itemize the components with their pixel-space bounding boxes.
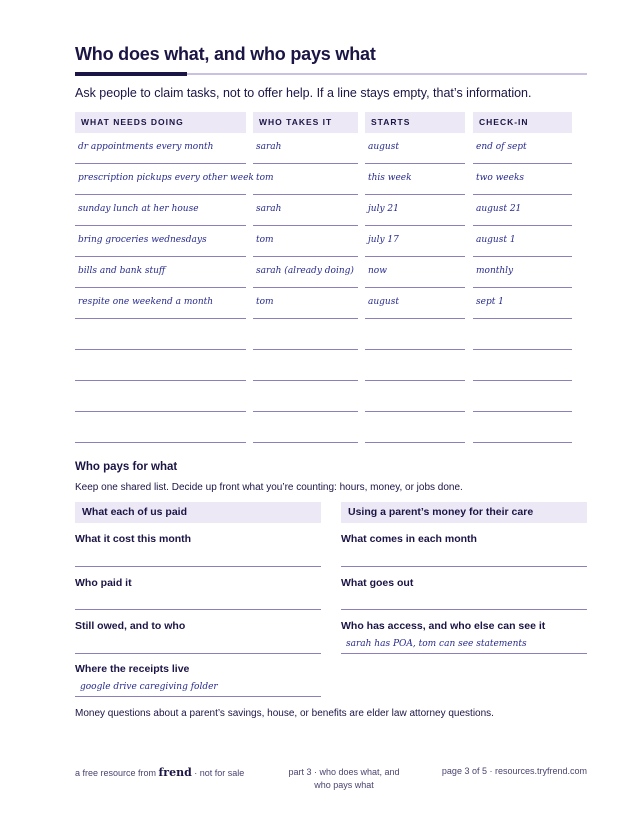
table-cell[interactable] [473, 133, 572, 164]
cell-text: sept 1 [476, 297, 504, 307]
table-cell[interactable] [253, 381, 358, 412]
table-cell[interactable] [253, 164, 358, 195]
section-subtitle: Keep one shared list. Decide up front what you’re counting: hours, money, or jobs done. [75, 482, 463, 493]
cell-text: this week [368, 173, 412, 183]
field-line [75, 653, 321, 654]
table-cell[interactable] [253, 195, 358, 226]
table-cell[interactable] [75, 133, 246, 164]
footer-center [270, 766, 418, 792]
table-cell[interactable] [473, 350, 572, 381]
field-line [341, 566, 587, 567]
field-value: sarah has POA, tom can see statements [346, 639, 527, 649]
cell-text: sunday lunch at her house [78, 204, 199, 214]
column-check-in [473, 112, 572, 443]
table-cell[interactable] [253, 257, 358, 288]
table-cell[interactable] [253, 133, 358, 164]
table-cell[interactable] [365, 164, 465, 195]
table-cell[interactable] [473, 226, 572, 257]
field-goes-out[interactable] [341, 577, 587, 589]
field-who-paid[interactable] [75, 577, 321, 589]
footer-left [75, 766, 244, 779]
table-cell[interactable] [365, 195, 465, 226]
table-cell[interactable] [473, 319, 572, 350]
footer-right: page 3 of 5 · resources.tryfrend.com [441, 766, 587, 776]
field-value: google drive caregiving folder [80, 682, 218, 692]
table-cell[interactable] [365, 381, 465, 412]
table-cell[interactable] [365, 412, 465, 443]
column-header: STARTS [365, 112, 465, 133]
table-cell[interactable] [75, 164, 254, 195]
cell-text: tom [256, 173, 274, 183]
footer-center-line2: who pays what [314, 780, 374, 790]
field-label: Who paid it [75, 577, 132, 589]
legal-note: Money questions about a parent’s savings, house, or benefits are elder law attorney questions. [75, 708, 494, 719]
left-band: What each of us paid [75, 502, 321, 523]
table-cell[interactable] [253, 226, 358, 257]
page [75, 0, 587, 828]
right-band: Using a parent’s money for their care [341, 502, 587, 523]
cell-text: two weeks [476, 173, 525, 183]
table-cell[interactable] [365, 257, 465, 288]
column-header: CHECK-IN [473, 112, 572, 133]
cell-text: sarah (already doing) [256, 266, 354, 276]
table-cell[interactable] [473, 412, 572, 443]
column-header: WHO TAKES IT [253, 112, 358, 133]
page-title: Who does what, and who pays what [75, 44, 376, 64]
table-cell[interactable] [75, 288, 246, 319]
table-cell[interactable] [75, 381, 246, 412]
title-rule-accent [75, 72, 187, 76]
field-label: Who has access, and who else can see it [341, 620, 546, 632]
cell-text: monthly [476, 266, 514, 276]
table-cell[interactable] [75, 350, 246, 381]
cell-text: now [368, 266, 387, 276]
field-line [341, 653, 587, 654]
table-cell[interactable] [473, 381, 572, 412]
field-cost-this-month[interactable] [75, 533, 321, 545]
cell-text: respite one weekend a month [78, 297, 214, 307]
table-cell[interactable] [253, 412, 358, 443]
cell-text: august 1 [476, 235, 516, 245]
field-label: Where the receipts live [75, 663, 190, 675]
table-cell[interactable] [253, 288, 358, 319]
field-line [75, 566, 321, 567]
intro-text: Ask people to claim tasks, not to offer help. If a line stays empty, that’s information. [75, 86, 532, 100]
cell-text: prescription pickups every other week [78, 173, 254, 183]
table-cell[interactable] [75, 412, 246, 443]
column-starts [365, 112, 465, 443]
cell-text: bring groceries wednesdays [78, 235, 207, 245]
cell-text: sarah [256, 142, 282, 152]
column-header: WHAT NEEDS DOING [75, 112, 246, 133]
table-cell[interactable] [253, 350, 358, 381]
cell-text: july 17 [368, 235, 399, 245]
cell-text: august 21 [476, 204, 522, 214]
field-label: What it cost this month [75, 533, 192, 545]
cell-text: sarah [256, 204, 282, 214]
footer-suffix: · not for sale [194, 768, 245, 778]
table-cell[interactable] [253, 319, 358, 350]
field-receipts[interactable] [75, 663, 321, 692]
footer-center-line1: part 3 · who does what, and [288, 767, 400, 777]
field-line [75, 696, 321, 697]
column-who-takes-it [253, 112, 358, 443]
cell-text: july 21 [368, 204, 399, 214]
table-cell[interactable] [365, 288, 465, 319]
cell-text: tom [256, 235, 274, 245]
field-comes-in[interactable] [341, 533, 587, 545]
table-cell[interactable] [473, 288, 572, 319]
cell-text: end of sept [476, 142, 527, 152]
cell-text: tom [256, 297, 274, 307]
cell-text: dr appointments every month [78, 142, 214, 152]
field-still-owed[interactable] [75, 620, 321, 632]
footer-prefix: a free resource from [75, 768, 157, 778]
cell-text: august [368, 297, 399, 307]
table-cell[interactable] [365, 133, 465, 164]
cell-text: august [368, 142, 399, 152]
table-cell[interactable] [365, 226, 465, 257]
cell-text: bills and bank stuff [78, 266, 166, 276]
table-cell[interactable] [473, 164, 572, 195]
table-cell[interactable] [365, 319, 465, 350]
table-cell[interactable] [473, 195, 572, 226]
field-label: What goes out [341, 577, 414, 589]
table-cell[interactable] [75, 319, 246, 350]
field-line [341, 609, 587, 610]
field-line [75, 609, 321, 610]
table-cell[interactable] [473, 257, 572, 288]
brand-logo: frend [158, 766, 192, 779]
field-label: Still owed, and to who [75, 620, 186, 632]
table-cell[interactable] [75, 195, 246, 226]
table-cell[interactable] [75, 257, 246, 288]
section-title: Who pays for what [75, 461, 178, 473]
field-label: What comes in each month [341, 533, 477, 545]
table-cell[interactable] [75, 226, 246, 257]
field-access[interactable] [341, 620, 587, 649]
column-what-needs-doing [75, 112, 254, 443]
table-cell[interactable] [365, 350, 465, 381]
